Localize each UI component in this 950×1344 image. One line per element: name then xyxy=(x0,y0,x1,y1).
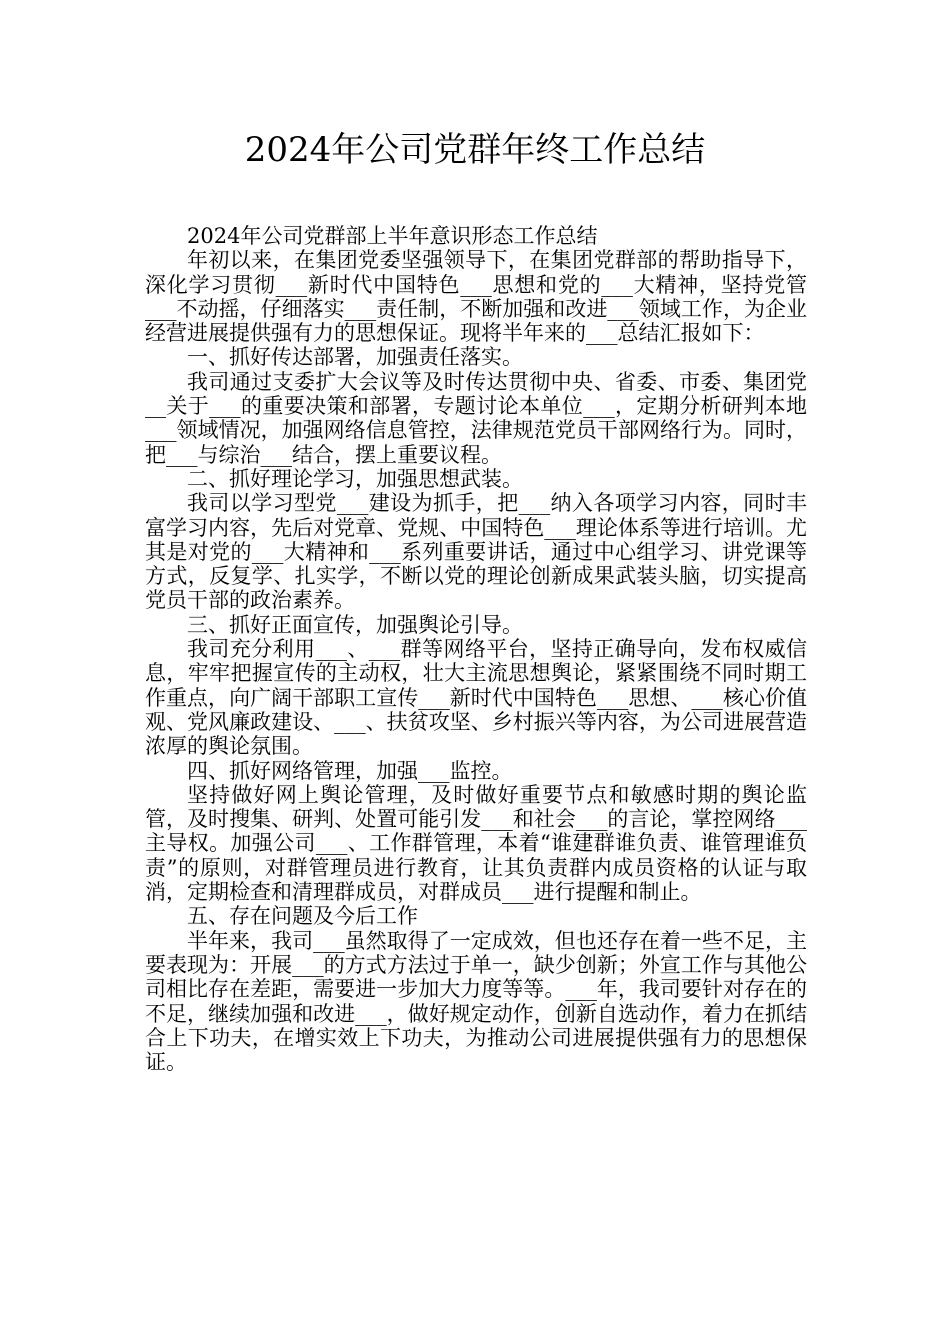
document-title: 2024年公司党群年终工作总结 xyxy=(244,130,706,170)
paragraph-section-1: 我司通过支委扩大会议等及时传达贯彻中央、省委、市委、集团党__关于___的重要决策和部署，专题讨论本单位___，定期分析研判本地___领域情况，加强网络信息管控，法律规范党员干部网络行为。同时，把___与综治___结合，摆上重要议程。 xyxy=(145,369,807,467)
document-body xyxy=(145,224,807,1074)
paragraph-section-5: 半年来，我司___虽然取得了一定成效，但也还存在着一些不足，主要表现为：开展___的方式方法过于单一，缺少创新；外宣工作与其他公司相比存在差距，需要进一步加大力度等等。___年，我司要针对存在的不足，继续加强和改进___，做好规定动作，创新自选动作，着力在抓结合上下功夫，在增实效上下功夫，为推动公司进展提供强有力的思想保证。 xyxy=(145,928,807,1075)
paragraph-section-4: 坚持做好网上舆论管理，及时做好重要节点和敏感时期的舆论监管，及时搜集、研判、处置可能引发___和社会___的言论，掌控网络___主导权。加强公司___、工作群管理，本着“谁建群谁负责、谁管理谁负责”的原则，对群管理员进行教育，让其负责群内成员资格的认证与取消，定期检查和清理群成员，对群成员___进行提醒和制止。 xyxy=(145,782,807,905)
paragraph-section-3: 我司充分利用___、___群等网络平台，坚持正确导向，发布权威信息，牢牢把握宣传的主动权，壮大主流思想舆论，紧紧围绕不同时期工作重点，向广阔干部职工宣传___新时代中国特色___思想、___核心价值观、党风廉政建设、___、扶贫攻坚、乡村振兴等内容，为公司进展营造浓厚的舆论氛围。 xyxy=(145,637,807,759)
section-heading-2: 二、抓好理论学习，加强思想武装。 xyxy=(187,466,523,491)
paragraph-subtitle: 2024年公司党群部上半年意识形态工作总结 xyxy=(187,224,598,248)
section-heading-1: 一、抓好传达部署，加强责任落实。 xyxy=(187,345,523,370)
section-heading-4: 四、抓好网络管理，加强___监控。 xyxy=(187,758,513,783)
section-heading-5: 五、存在问题及今后工作 xyxy=(187,904,418,929)
paragraph-intro: 年初以来，在集团党委坚强领导下，在集团党群部的帮助指导下，深化学习贯彻___新时代中国特色___思想和党的___大精神，坚持党管___不动摇，仔细落实___责任制，不断加强和改进___领域工作，为企业经营进展提供强有力的思想保证。现将半年来的___总结汇报如下： xyxy=(145,248,807,346)
section-heading-3: 三、抓好正面宣传，加强舆论引导。 xyxy=(187,612,523,637)
paragraph-section-2: 我司以学习型党___建设为抓手，把___纳入各项学习内容，同时丰富学习内容，先后对党章、党规、中国特色___理论体系等进行培训。尤其是对党的___大精神和___系列重要讲话，通过中心组学习、讲党课等方式，反复学、扎实学，不断以党的理论创新成果武装头脑，切实提高党员干部的政治素养。 xyxy=(145,491,807,613)
